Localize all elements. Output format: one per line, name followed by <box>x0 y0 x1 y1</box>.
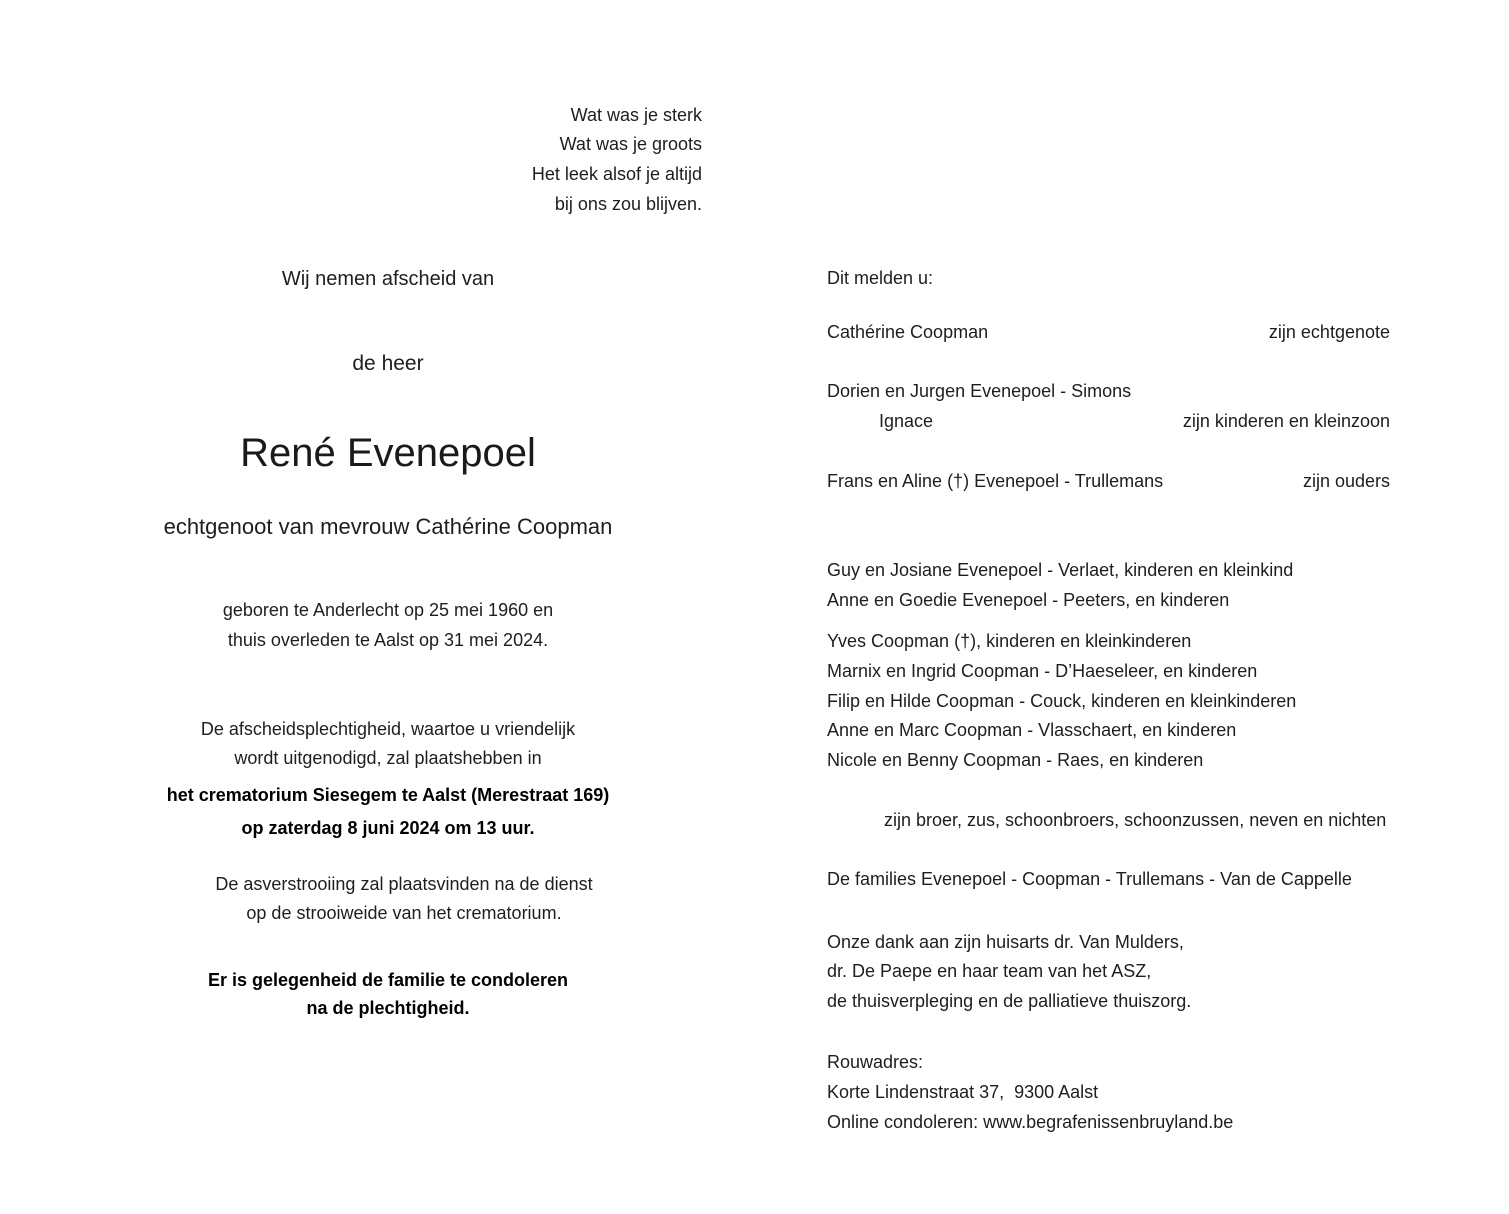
condolences-line: Er is gelegenheid de familie te condoleren <box>207 970 569 990</box>
sibling-line: Nicole en Benny Coopman - Raes, en kinderen <box>827 750 1204 770</box>
spouse-relation: zijn echtgenote <box>1268 322 1390 342</box>
farewell-intro: Wij nemen afscheid van <box>281 268 495 290</box>
children-relation: zijn kinderen en kleinzoon <box>1182 411 1390 431</box>
ceremony-intro-line: De afscheidsplechtigheid, waartoe u vriendelijk <box>200 719 576 739</box>
birth-line: geboren te Anderlecht op 25 mei 1960 en <box>222 600 554 620</box>
poem-line: bij ons zou blijven. <box>554 194 702 214</box>
ceremony-location: het crematorium Siesegem te Aalst (Merestraat 169) <box>166 785 610 805</box>
mourning-address: Korte Lindenstraat 37, 9300 Aalst <box>827 1082 1099 1102</box>
online-condolences: Online condoleren: www.begrafenissenbruyland.be <box>827 1112 1234 1132</box>
death-line: thuis overleden te Aalst op 31 mei 2024. <box>227 630 549 650</box>
sibling-line: Yves Coopman (†), kinderen en kleinkinderen <box>827 631 1192 651</box>
siblings-relation: zijn broer, zus, schoonbroers, schoonzussen, neven en nichten <box>884 810 1387 830</box>
grandchild-name: Ignace <box>879 411 934 431</box>
honorific: de heer <box>352 352 424 375</box>
families-line: De families Evenepoel - Coopman - Trullemans - Van de Cappelle <box>827 869 1352 889</box>
ash-scattering-line: op de strooiweide van het crematorium. <box>246 903 562 923</box>
thanks-line: Onze dank aan zijn huisarts dr. Van Mulders, <box>827 932 1184 952</box>
thanks-line: de thuisverpleging en de palliatieve thuiszorg. <box>827 991 1192 1011</box>
parents-relation: zijn ouders <box>1302 471 1390 491</box>
spouse-name: Cathérine Coopman <box>827 322 989 342</box>
parents-names: Frans en Aline (†) Evenepoel - Trullemans <box>827 471 1164 491</box>
spouse-of: echtgenoot van mevrouw Cathérine Coopman <box>163 514 613 539</box>
sibling-line: Guy en Josiane Evenepoel - Verlaet, kinderen en kleinkind <box>827 560 1294 580</box>
ash-scattering-line: De asverstrooiing zal plaatsvinden na de dienst <box>215 874 593 894</box>
address-label: Rouwadres: <box>827 1052 924 1072</box>
ceremony-intro-line: wordt uitgenodigd, zal plaatshebben in <box>234 748 542 768</box>
ceremony-datetime: op zaterdag 8 juni 2024 om 13 uur. <box>241 818 535 838</box>
thanks-line: dr. De Paepe en haar team van het ASZ, <box>827 961 1152 981</box>
sibling-line: Filip en Hilde Coopman - Couck, kinderen en kleinkinderen <box>827 691 1297 711</box>
condolences-line: na de plechtigheid. <box>306 998 470 1018</box>
children-names: Dorien en Jurgen Evenepoel - Simons <box>827 381 1132 401</box>
sibling-line: Marnix en Ingrid Coopman - D’Haeseleer, en kinderen <box>827 661 1258 681</box>
sibling-line: Anne en Goedie Evenepoel - Peeters, en kinderen <box>827 590 1230 610</box>
poem-line: Wat was je groots <box>559 134 702 154</box>
deceased-name: René Evenepoel <box>240 431 536 475</box>
announce-heading: Dit melden u: <box>827 268 934 288</box>
poem-line: Het leek alsof je altijd <box>531 164 702 184</box>
sibling-line: Anne en Marc Coopman - Vlasschaert, en kinderen <box>827 720 1237 740</box>
poem-line: Wat was je sterk <box>570 105 702 125</box>
